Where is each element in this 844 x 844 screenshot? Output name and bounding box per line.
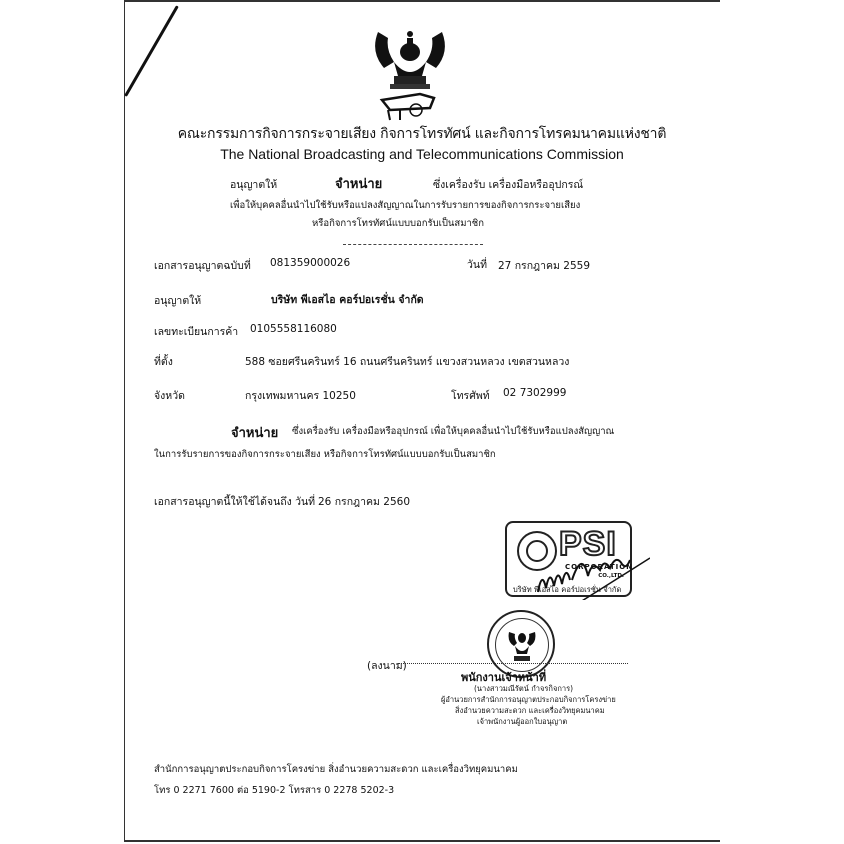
permit-to-label: อนุญาตให้ xyxy=(230,179,278,191)
address-value: 588 ซอยศรีนครินทร์ 16 ถนนศรีนครินทร์ แขวงสวนหลวง เขตสวนหลวง xyxy=(245,356,570,368)
officer-title: พนักงานเจ้าหน้าที่ xyxy=(461,671,547,684)
validity-label: เอกสารอนุญาตนี้ให้ใช้ได้จนถึง วันที่ xyxy=(154,496,316,508)
scope-line2: ในการรับรายการของกิจการกระจายเสียง หรือกิจการโทรทัศน์แบบบอกรับเป็นสมาชิก xyxy=(154,449,496,460)
trade-registration-value: 0105558116080 xyxy=(250,323,337,335)
handwritten-signature-icon xyxy=(530,540,650,600)
doc-no-label: เอกสารอนุญาตฉบับที่ xyxy=(154,260,251,272)
address-label: ที่ตั้ง xyxy=(154,356,173,368)
signature-line xyxy=(398,663,628,664)
date-value: 27 กรกฎาคม 2559 xyxy=(498,260,591,272)
stamp-corp: CORPORATION xyxy=(565,563,634,571)
doc-no-value: 081359000026 xyxy=(270,257,351,269)
footer-office: สำนักการอนุญาตประกอบกิจการโครงข่าย สิ่งอำนวยความสะดวก และเครื่องวิทยุคมนาคม xyxy=(154,764,518,775)
officer-name: (นางสาวมณีรัตน์ กำจรกิจการ) xyxy=(474,684,574,693)
trade-registration-label: เลขทะเบียนการค้า xyxy=(154,326,239,338)
permit-purpose-line1: เพื่อให้บุคคลอื่นนำไปใช้รับหรือแปลงสัญญาณในการรับรายการของกิจการกระจายเสียง xyxy=(230,200,581,211)
scope-activity: จำหน่าย xyxy=(231,426,279,441)
permit-purpose-line2: หรือกิจการโทรทัศน์แบบบอกรับเป็นสมาชิก xyxy=(312,218,485,229)
scope-line1: ซึ่งเครื่องรับ เครื่องมือหรืออุปกรณ์ เพื่อให้บุคคลอื่นนำไปใช้รับหรือแปลงสัญญาณ xyxy=(292,426,615,437)
permit-items: ซึ่งเครื่องรับ เครื่องมือหรืออุปกรณ์ xyxy=(433,179,584,191)
stamp-thai-name: บริษัท พีเอสไอ คอร์ปอเรชั่น จำกัด xyxy=(513,585,622,594)
seal-garuda-icon xyxy=(505,626,539,664)
province-value: กรุงเทพมหานคร 10250 xyxy=(245,390,356,402)
commission-title-thai: คณะกรรมการกิจการกระจายเสียง กิจการโทรทัศน์ และกิจการโทรคมนาคมแห่งชาติ xyxy=(177,126,667,142)
date-label: วันที่ xyxy=(467,259,487,271)
validity-date: 26 กรกฎาคม 2560 xyxy=(318,496,411,508)
commission-title-english: The National Broadcasting and Telecommunications Commission xyxy=(220,146,624,162)
licensee-label: อนุญาตให้ xyxy=(154,295,202,307)
officer-position-1: ผู้อำนวยการสำนักการอนุญาตประกอบกิจการโครงข่าย xyxy=(441,695,616,704)
footer-contact: โทร 0 2271 7600 ต่อ 5190-2 โทรสาร 0 2278 5202-3 xyxy=(154,785,395,796)
province-label: จังหวัด xyxy=(154,390,185,402)
permit-activity: จำหน่าย xyxy=(335,177,383,192)
licensee-value: บริษัท พีเอสไอ คอร์ปอเรชั่น จำกัด xyxy=(271,294,424,306)
garuda-emblem-icon xyxy=(360,12,460,122)
stamp-letters: PSI xyxy=(559,525,617,563)
phone-label: โทรศัพท์ xyxy=(451,390,490,402)
stamp-co: CO.,LTD. xyxy=(598,573,624,579)
phone-value: 02 7302999 xyxy=(503,387,567,399)
divider xyxy=(343,244,483,245)
sign-label: (ลงนาม) xyxy=(367,660,407,672)
officer-position-2: สิ่งอำนวยความสะดวก และเครื่องวิทยุคมนาคม xyxy=(455,706,605,715)
officer-position-3: เจ้าพนักงานผู้ออกใบอนุญาต xyxy=(477,717,568,726)
